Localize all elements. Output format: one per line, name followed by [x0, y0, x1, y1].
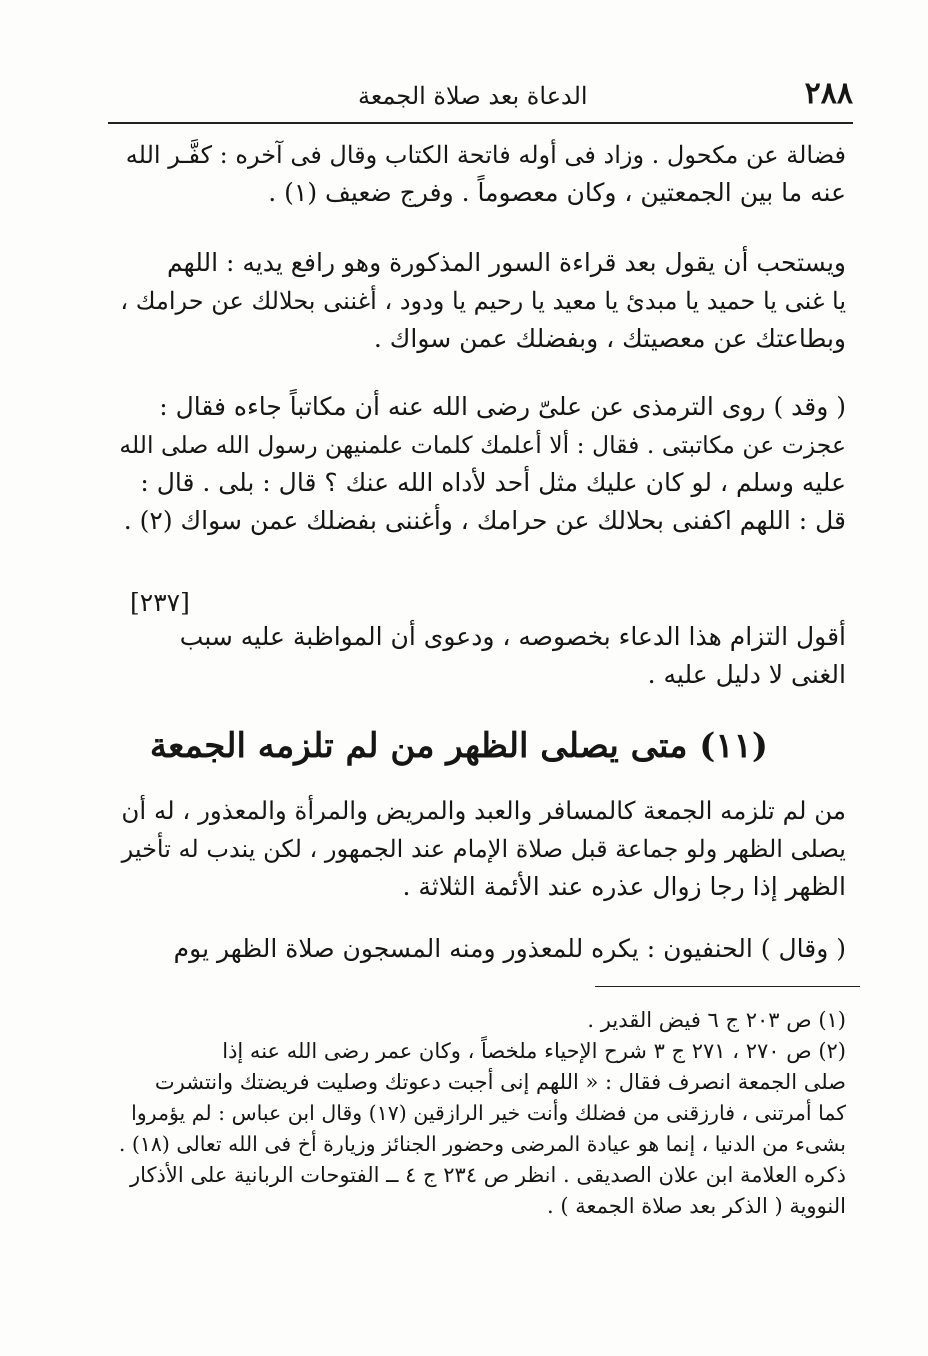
- section-heading: (١١) متى يصلى الظهر من لم تلزمه الجمعة: [149, 726, 768, 766]
- text-line: ( وقد ) روى الترمذى عن علىّ رضى الله عنه أن مكاتباً جاءه فقال :: [159, 392, 846, 421]
- text-line: عليه وسلم ، لو كان عليك مثل أحد لأداه الله عنك ؟ قال : بلى . قال :: [140, 468, 846, 497]
- page-header: [108, 76, 853, 124]
- text-line: الظهر إذا رجا زوال عذره عند الأئمة الثلاثة .: [402, 872, 846, 901]
- paragraph-4: [116, 618, 846, 694]
- paragraph-3: [116, 388, 846, 540]
- text-line: ( وقال ) الحنفيون : يكره للمعذور ومنه المسجون صلاة الظهر يوم: [173, 934, 846, 963]
- text-line: يا غنى يا حميد يا مبدئ يا معيد يا رحيم يا ودود ، أغننى بحلالك عن حرامك ،: [120, 287, 846, 315]
- text-line: عنه ما بين الجمعتين ، وكان معصوماً . وفرج ضعيف (١) .: [268, 178, 846, 207]
- text-line: عجزت عن مكاتبتى . فقال : ألا أعلمك كلمات علمنيهن رسول الله صلى الله: [119, 431, 846, 459]
- footnote-line: كما أمرتنى ، فارزقنى من فضلك وأنت خير الرازقين (١٧) وقال ابن عباس : لم يؤمروا: [131, 1101, 846, 1125]
- text-line: من لم تلزمه الجمعة كالمسافر والعبد والمريض والمرأة والمعذور ، له أن: [121, 796, 846, 825]
- footnote-line: النووية ( الذكر بعد صلاة الجمعة ) .: [547, 1194, 846, 1218]
- footnote-line: بشىء من الدنيا ، إنما هو عيادة المرضى وحضور الجنائز وزيارة أخ فى الله تعالى (١٨) .: [118, 1132, 846, 1156]
- page-number: ٢٨٨: [804, 76, 853, 111]
- footnote-line: (٢) ص ٢٧٠ ، ٢٧١ ج ٣ شرح الإحياء ملخصاً ، وكان عمر رضى الله عنه إذا: [222, 1039, 846, 1063]
- text-line: ويستحب أن يقول بعد قراءة السور المذكورة وهو رافع يديه : اللهم: [167, 248, 846, 277]
- reference-number: [٢٣٧]: [130, 588, 190, 617]
- footnote-line: ذكره العلامة ابن علان الصديقى . انظر ص ٢٣٤ ج ٤ ــ الفتوحات الربانية على الأذكار: [130, 1163, 846, 1187]
- footnote-line: (١) ص ٢٠٣ ج ٦ فيض القدير .: [587, 1008, 846, 1032]
- running-title: الدعاة بعد صلاة الجمعة: [358, 82, 588, 110]
- paragraph-6: [116, 930, 846, 968]
- paragraph-5: [116, 792, 846, 906]
- text-line: يصلى الظهر ولو جماعة قبل صلاة الإمام عند الجمهور ، لكن يندب له تأخير: [121, 835, 846, 863]
- text-line: وبطاعتك عن معصيتك ، وبفضلك عمن سواك .: [373, 324, 846, 353]
- text-line: فضالة عن مكحول . وزاد فى أوله فاتحة الكتاب وقال فى آخره : كفَّـر الله: [125, 141, 846, 169]
- text-line: الغنى لا دليل عليه .: [647, 660, 846, 689]
- paragraph-1: [116, 136, 846, 212]
- text-line: قل : اللهم اكفنى بحلالك عن حرامك ، وأغننى بفضلك عمن سواك (٢) .: [123, 506, 846, 535]
- paragraph-2: [116, 244, 846, 358]
- footnote-line: صلى الجمعة انصرف فقال : « اللهم إنى أجبت دعوتك وصليت فريضتك وانتشرت: [154, 1070, 846, 1094]
- footnotes: [116, 1005, 846, 1222]
- text-line: أقول التزام هذا الدعاء بخصوصه ، ودعوى أن المواظبة عليه سبب: [179, 622, 846, 651]
- footnote-divider: [595, 986, 860, 987]
